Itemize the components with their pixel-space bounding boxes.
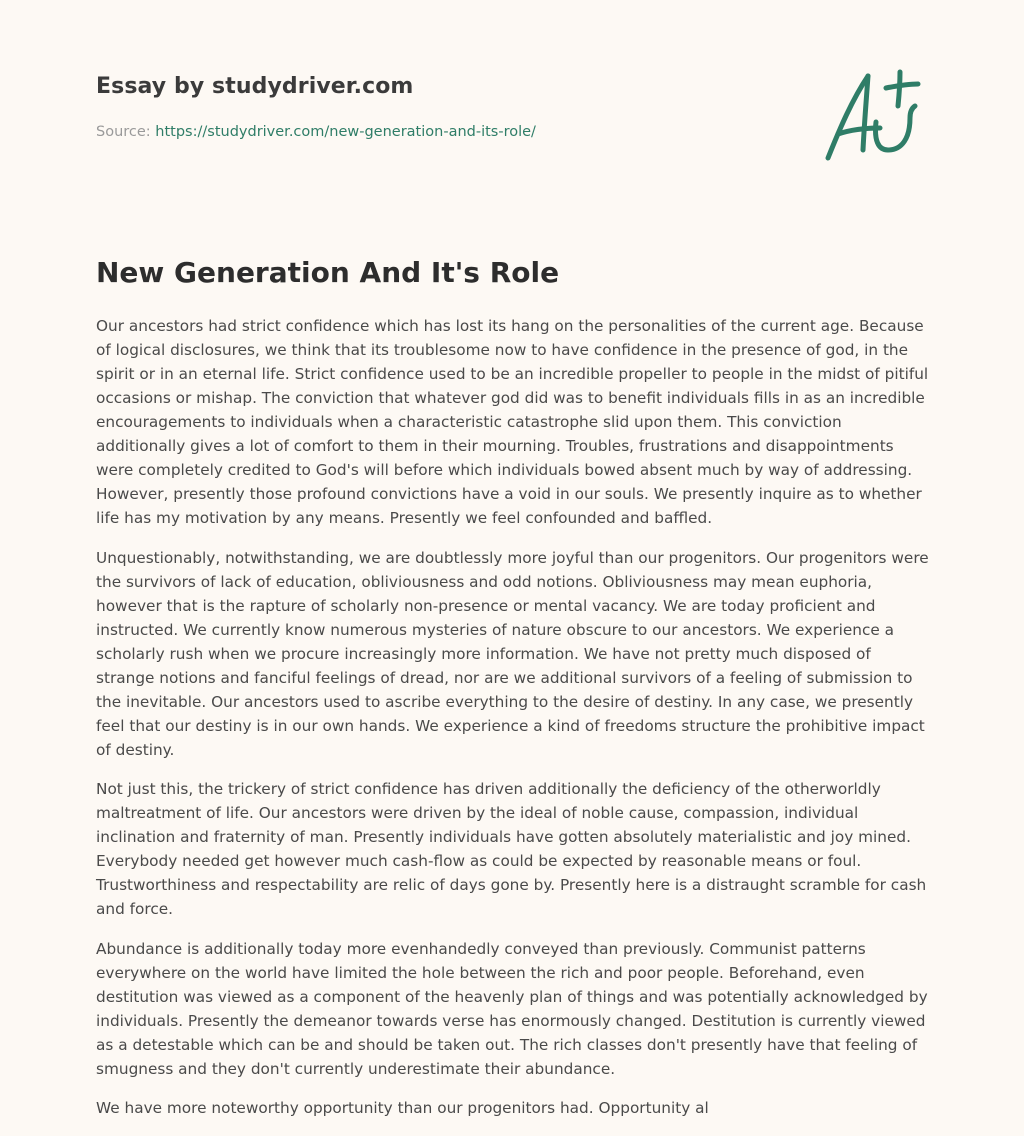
source-label: Source:	[96, 124, 156, 140]
essay-title: New Generation And It's Role	[96, 256, 560, 289]
source-link[interactable]: https://studydriver.com/new-generation-and-its-role/	[155, 124, 536, 140]
a-plus-logo-icon	[818, 66, 928, 166]
essay-paragraph: Our ancestors had strict confidence which has lost its hang on the personalities of the current age. Because of logical disclosures, we think that its troublesome now to have confidence in the presence of god, in the spirit or in an eternal life. Strict confidence used to be an incredible propeller to people in the midst of pitiful occasions or mishap. The conviction that whatever god did was to benefit individuals fills in as an incredible encouragements to individuals when a characteristic catastrophe slid upon them. This conviction additionally gives a lot of comfort to them in their mourning. Troubles, frustrations and disappointments were completely credited to God's will before which individuals bowed absent much by way of addressing. However, presently those profound convictions have a void in our souls. We presently inquire as to whether life has my motivation by any means. Presently we feel confounded and baffled.	[96, 317, 929, 527]
essay-body	[96, 314, 932, 1136]
essay-paragraph: We have more noteworthy opportunity than our progenitors had. Opportunity al	[96, 1099, 709, 1117]
page-header	[96, 0, 928, 200]
site-title: Essay by studydriver.com	[96, 74, 414, 99]
essay-paragraph: Abundance is additionally today more evenhandedly conveyed than previously. Communist patterns everywhere on the world have limited the hole between the rich and poor people. Beforehand, even destitution was viewed as a component of the heavenly plan of things and was potentially acknowledged by individuals. Presently the demeanor towards verse has enormously changed. Destitution is currently viewed as a detestable which can be and should be taken out. The rich classes don't presently have that feeling of smugness and they don't currently underestimate their abundance.	[96, 939, 928, 1078]
essay-paragraph: Unquestionably, notwithstanding, we are doubtlessly more joyful than our progenitors. Our progenitors were the survivors of lack of education, obliviousness and odd notions. Obliviousness may mean euphoria, however that is the rapture of scholarly non-presence or mental vacancy. We are today proficient and instructed. We currently know numerous mysteries of nature obscure to our ancestors. We experience a scholarly rush when we procure increasingly more information. We have not pretty much disposed of strange notions and fanciful feelings of dread, nor are we additional survivors of a feeling of submission to the inevitable. Our ancestors used to ascribe everything to the desire of destiny. In any case, we presently feel that our destiny is in our own hands. We experience a kind of freedoms structure the prohibitive impact of destiny.	[96, 548, 929, 759]
source-line	[96, 124, 536, 140]
essay-paragraph: Not just this, the trickery of strict confidence has driven additionally the deficiency of the otherworldly maltreatment of life. Our ancestors were driven by the ideal of noble cause, compassion, individual inclination and fraternity of man. Presently individuals have gotten absolutely materialistic and joy mined. Everybody needed get however much cash-flow as could be expected by reasonable means or foul. Trustworthiness and respectability are relic of days gone by. Presently here is a distraught scramble for cash and force.	[96, 780, 927, 918]
